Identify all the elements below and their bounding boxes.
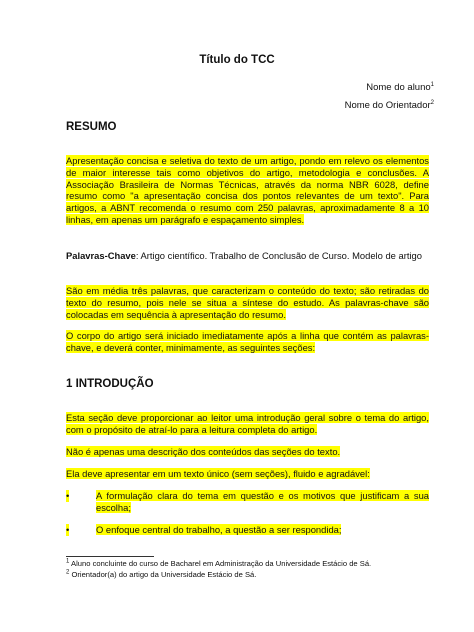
footnote-divider bbox=[66, 556, 154, 557]
intro-paragraph-2 bbox=[66, 446, 429, 458]
keywords-note: São em média três palavras, que caracterizam o conteúdo do texto; são retiradas do texto do resumo, pois nele se situa a síntese do estudo. As palavras-chave são colocadas em sequência à apresentação do resumo. bbox=[66, 285, 429, 320]
author-line bbox=[366, 82, 434, 93]
footnote-2-text: Orientador(a) do artigo da Universidade Estácio de Sá. bbox=[69, 570, 257, 579]
advisor-line bbox=[345, 100, 434, 111]
footnote-2 bbox=[66, 570, 256, 579]
footnote-1-mark: 1 bbox=[66, 558, 70, 565]
body-note: O corpo do artigo será iniciado imediatamente após a linha que contém as palavras-chave, e deverá conter, minimamente, as seguintes seções: bbox=[66, 330, 429, 353]
resumo-paragraph bbox=[66, 155, 429, 226]
advisor-name: Nome do Orientador bbox=[344, 100, 431, 111]
body-note-paragraph bbox=[66, 330, 429, 354]
advisor-footnote-mark: 2 bbox=[430, 99, 434, 106]
intro-paragraph-3 bbox=[66, 468, 429, 480]
intro-p2: Não é apenas uma descrição dos conteúdos das seções do texto. bbox=[66, 446, 341, 457]
keywords-text: : Artigo científico. Trabalho de Conclusão de Curso. Modelo de artigo bbox=[135, 250, 422, 261]
intro-p1: Esta seção deve proporcionar ao leitor uma introdução geral sobre o tema do artigo, com o propósito de atraí-lo para a leitura completa do artigo. bbox=[66, 412, 429, 435]
footnote-1-text: Aluno concluinte do curso de Bacharel em Administração da Universidade Estácio de Sá. bbox=[69, 559, 372, 568]
intro-p3: Ela deve apresentar em um texto único (sem seções), fluido e agradável: bbox=[66, 468, 370, 479]
resumo-heading: RESUMO bbox=[66, 121, 117, 133]
resumo-body: Apresentação concisa e seletiva do texto de um artigo, pondo em relevo os elementos de maior interesse tais como objetivos do artigo, metodologia e conclusões. A Associação Brasileira de Normas Técnicas, através da norma NBR 6028, define resumo como "a apresentação concisa dos pontos relevantes de um texto". Para artigos, a ABNT recomenda o resumo com 250 palavras, aproximadamente 8 a 10 linhas, em apenas um parágrafo e espaçamento simples. bbox=[66, 155, 429, 225]
author-footnote-mark: 1 bbox=[430, 81, 434, 88]
footnote-1 bbox=[66, 559, 371, 568]
intro-paragraph-1 bbox=[66, 412, 429, 436]
keywords-paragraph bbox=[66, 250, 429, 262]
bullet-icon: • bbox=[66, 524, 70, 535]
intro-heading: 1 INTRODUÇÃO bbox=[66, 378, 154, 390]
keywords-label: Palavras-Chave bbox=[66, 250, 136, 261]
bullet-item bbox=[66, 524, 429, 536]
author-name: Nome do aluno bbox=[366, 82, 431, 93]
keywords-note-paragraph bbox=[66, 285, 429, 320]
bullet-text: O enfoque central do trabalho, a questão a ser respondida; bbox=[96, 524, 342, 535]
bullet-item bbox=[66, 490, 429, 514]
document-title: Título do TCC bbox=[199, 54, 275, 66]
bullet-icon: • bbox=[66, 490, 70, 501]
bullet-text: A formulação clara do tema em questão e os motivos que justificam a sua escolha; bbox=[96, 490, 429, 513]
footnote-2-mark: 2 bbox=[66, 569, 70, 576]
